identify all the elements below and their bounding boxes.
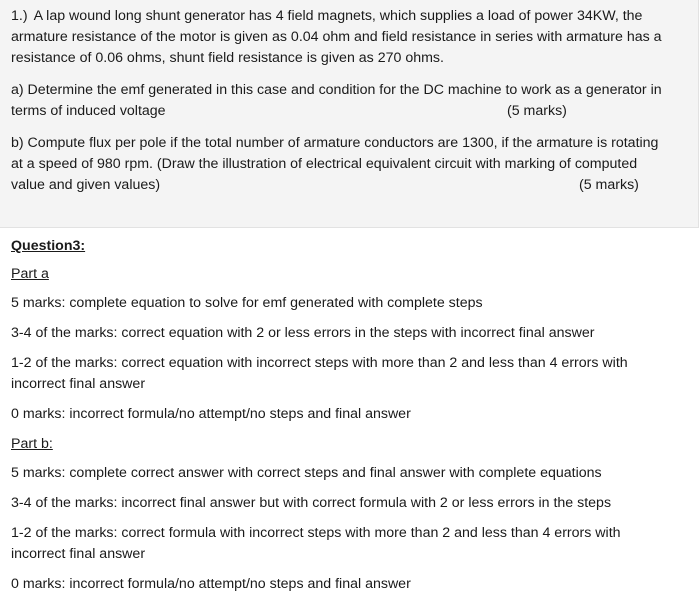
rubric-part-b-line: 1-2 of the marks: correct formula with incorrect steps with more than 2 and less than 4 errors with incorrect final answer <box>11 525 621 562</box>
question-part-b <box>11 133 661 196</box>
rubric-part-b-label: Part b: <box>11 436 53 452</box>
question-part-b-marks: (5 marks) <box>579 177 639 193</box>
rubric-part-a-line: 3-4 of the marks: correct equation with 2 or less errors in the steps with incorrect final answer <box>11 325 595 341</box>
question-part-a-text: a) Determine the emf generated in this case and condition for the DC machine to work as a generator in terms of induced voltage <box>11 82 662 119</box>
rubric-part-b-line: 5 marks: complete correct answer with correct steps and final answer with complete equations <box>11 465 602 481</box>
question-part-b-text: b) Compute flux per pole if the total number of armature conductors are 1300, if the armature is rotating at a speed of 980 rpm. (Draw the illustration of electrical equivalent circuit with marking of computed value and given values) <box>11 135 659 193</box>
question-box <box>0 0 699 228</box>
rubric-heading: Question3: <box>11 238 86 254</box>
question-intro <box>11 6 683 69</box>
rubric-part-b-line: 0 marks: incorrect formula/no attempt/no steps and final answer <box>11 576 411 592</box>
rubric-part-a-line: 5 marks: complete equation to solve for emf generated with complete steps <box>11 295 483 311</box>
question-part-a <box>11 80 676 122</box>
rubric-part-a-label: Part a <box>11 266 49 282</box>
question-intro-text: A lap wound long shunt generator has 4 field magnets, which supplies a load of power 34KW, the armature resistance of the motor is given as 0.04 ohm and field resistance in series with armature has a resistance of 0.06 ohms, shunt field resistance is given as 270 ohms. <box>11 8 662 66</box>
question-number: 1.) <box>11 8 28 24</box>
rubric-part-b-line: 3-4 of the marks: incorrect final answer but with correct formula with 2 or less errors in the steps <box>11 495 612 511</box>
rubric-part-a-line: 0 marks: incorrect formula/no attempt/no steps and final answer <box>11 406 411 422</box>
rubric-part-a-line: 1-2 of the marks: correct equation with incorrect steps with more than 2 and less than 4 errors with incorrect final answer <box>11 355 628 392</box>
question-part-a-marks: (5 marks) <box>507 103 567 119</box>
